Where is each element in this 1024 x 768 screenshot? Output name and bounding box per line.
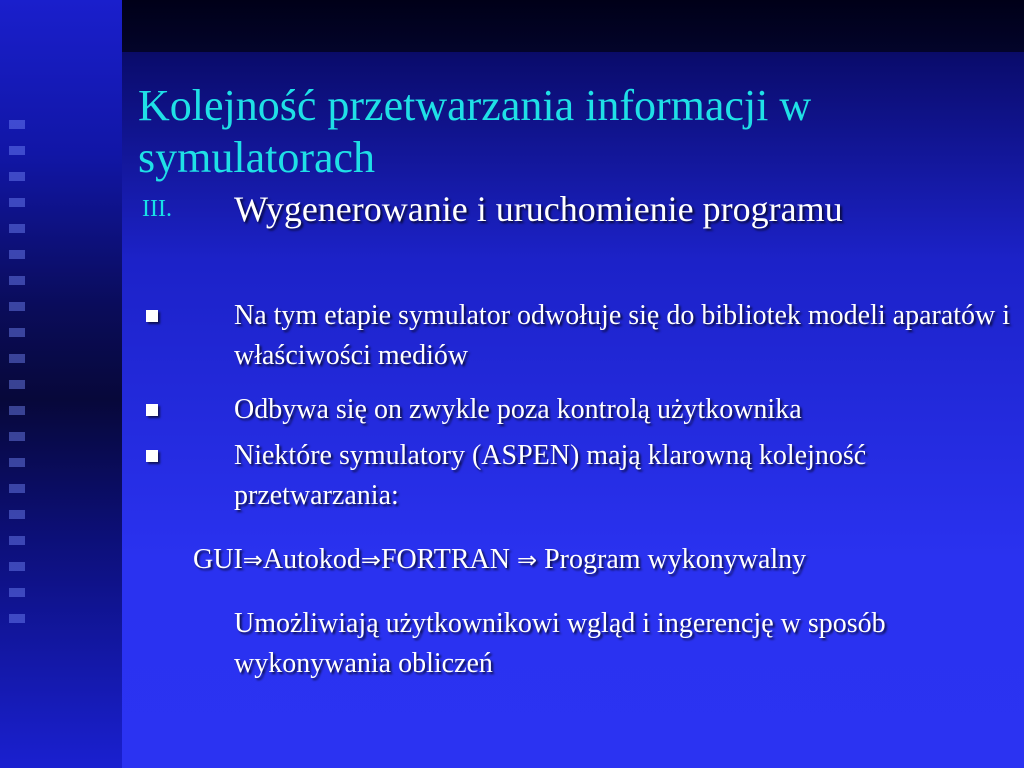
flow-item-autokod: Autokod [262, 544, 361, 575]
section-number: III. [142, 196, 172, 222]
bullet-text: Na tym etapie symulator odwołuje się do bibliotek modeli aparatów i właściwości mediów [234, 300, 1011, 371]
bullet-item [142, 436, 1012, 516]
implies-arrow-icon: ⇒ [360, 546, 381, 574]
flow-item-program: Program wykonywalny [537, 544, 807, 575]
square-bullet-icon [146, 450, 158, 462]
note-text: Umożliwiają użytkownikowi wgląd i ingerencję w sposób wykonywania obliczeń [234, 608, 886, 679]
flow-item-gui: GUI [193, 544, 243, 575]
slide-content [142, 186, 1012, 684]
slide-title: Kolejność przetwarzania informacji w symulatorach [138, 81, 812, 182]
decorative-squares [9, 120, 25, 640]
implies-arrow-icon: ⇒ [517, 546, 538, 574]
square-bullet-icon [146, 404, 158, 416]
flow-item-fortran: FORTRAN [380, 544, 517, 575]
bullet-item [142, 296, 1012, 376]
top-band [122, 0, 1024, 52]
processing-flow [193, 540, 1012, 580]
section-heading-text: Wygenerowanie i uruchomienie programu [234, 189, 843, 229]
square-bullet-icon [146, 310, 158, 322]
bullet-text: Niektóre symulatory (ASPEN) mają klarowną kolejność przetwarzania: [234, 440, 867, 511]
bullet-text: Odbywa się on zwykle poza kontrolą użytkownika [234, 394, 802, 425]
implies-arrow-icon: ⇒ [242, 546, 263, 574]
section-heading [142, 186, 1012, 282]
left-decorative-strip [0, 0, 122, 768]
bullet-item [142, 390, 1012, 430]
